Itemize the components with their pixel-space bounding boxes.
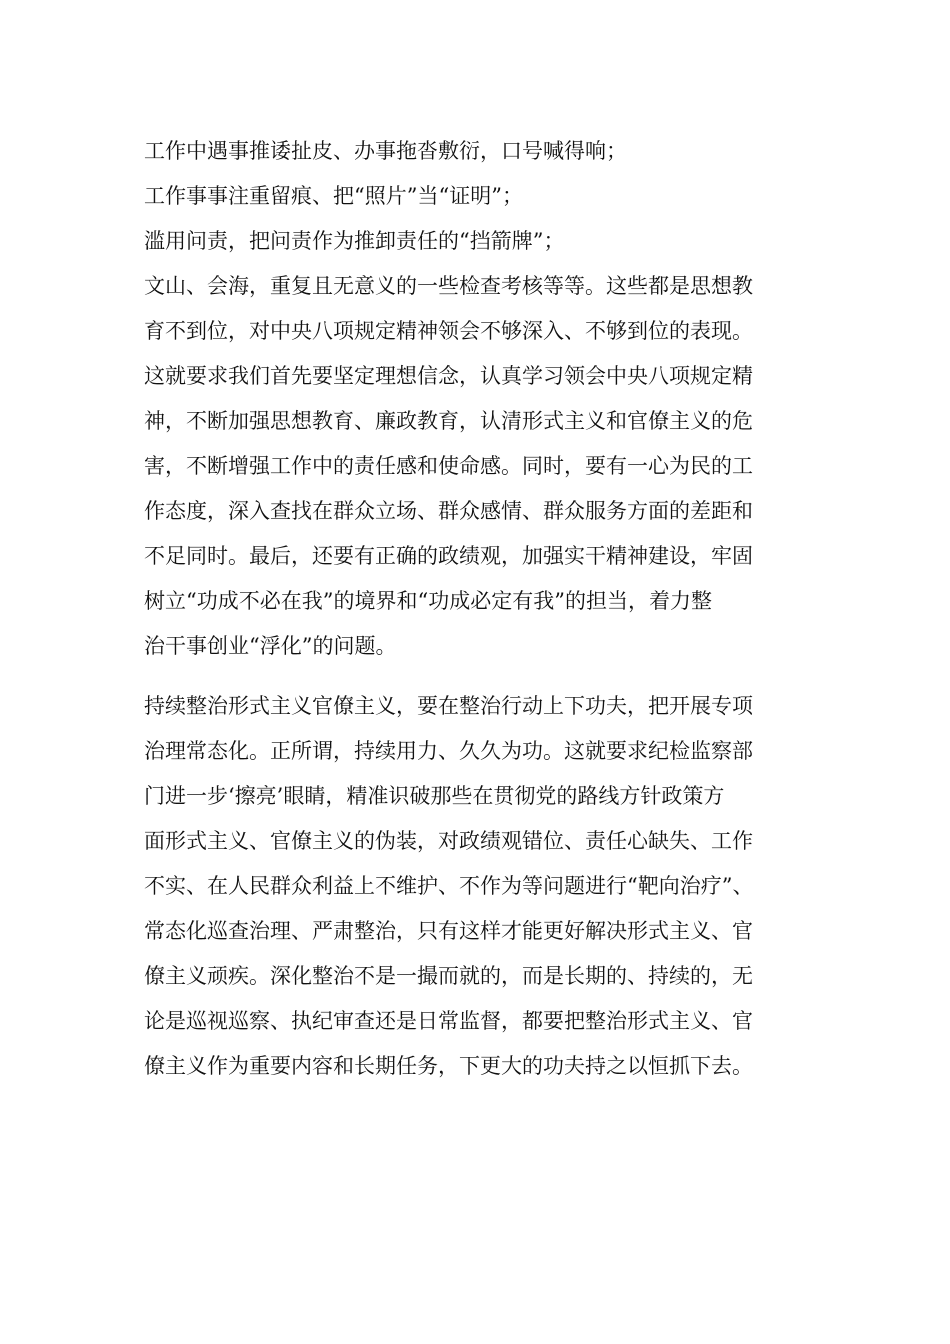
paragraph-2 xyxy=(144,684,824,1089)
text-line: 门进一步‘擦亮’眼睛，精准识破那些在贯彻党的路线方针政策方 xyxy=(144,784,725,808)
text-line: 工作中遇事推诿扯皮、办事拖沓敷衍，口号喊得响； xyxy=(144,139,627,163)
text-line: 这就要求我们首先要坚定理想信念，认真学习领会中央八项规定精 xyxy=(144,364,753,388)
text-line: 治理常态化。正所谓，持续用力、久久为功。这就要求纪检监察部 xyxy=(144,739,753,763)
text-line: 常态化巡查治理、严肃整治，只有这样才能更好解决形式主义、官 xyxy=(144,919,753,943)
text-line: 论是巡视巡察、执纪审查还是日常监督，都要把整治形式主义、官 xyxy=(144,1009,753,1033)
text-line: 工作事事注重留痕、把“照片”当“证明”； xyxy=(144,184,523,208)
paragraph-1 xyxy=(144,129,824,669)
text-line: 文山、会海，重复且无意义的一些检查考核等等。这些都是思想教 xyxy=(144,274,753,298)
text-line: 僚主义顽疾。深化整治不是一撮而就的，而是长期的、持续的，无 xyxy=(144,964,753,988)
text-line: 育不到位，对中央八项规定精神领会不够深入、不够到位的表现。 xyxy=(144,319,753,343)
text-line: 治干事创业“浮化”的问题。 xyxy=(144,634,397,658)
text-line: 害，不断增强工作中的责任感和使命感。同时，要有一心为民的工 xyxy=(144,454,753,478)
text-line: 僚主义作为重要内容和长期任务，下更大的功夫持之以恒抓下去。 xyxy=(144,1054,753,1078)
text-line: 树立“功成不必在我”的境界和“功成必定有我”的担当，着力整 xyxy=(144,589,712,613)
text-line: 持续整治形式主义官僚主义，要在整治行动上下功夫，把开展专项 xyxy=(144,694,753,718)
text-line: 滥用问责，把问责作为推卸责任的“挡箭牌”； xyxy=(144,229,565,253)
text-line: 神，不断加强思想教育、廉政教育，认清形式主义和官僚主义的危 xyxy=(144,409,753,433)
text-line: 不足同时。最后，还要有正确的政绩观，加强实干精神建设，牢固 xyxy=(144,544,753,568)
text-line: 作态度，深入查找在群众立场、群众感情、群众服务方面的差距和 xyxy=(144,499,753,523)
text-line: 不实、在人民群众利益上不维护、不作为等问题进行“靶向治疗”、 xyxy=(144,874,754,898)
text-line: 面形式主义、官僚主义的伪装，对政绩观错位、责任心缺失、工作 xyxy=(144,829,753,853)
